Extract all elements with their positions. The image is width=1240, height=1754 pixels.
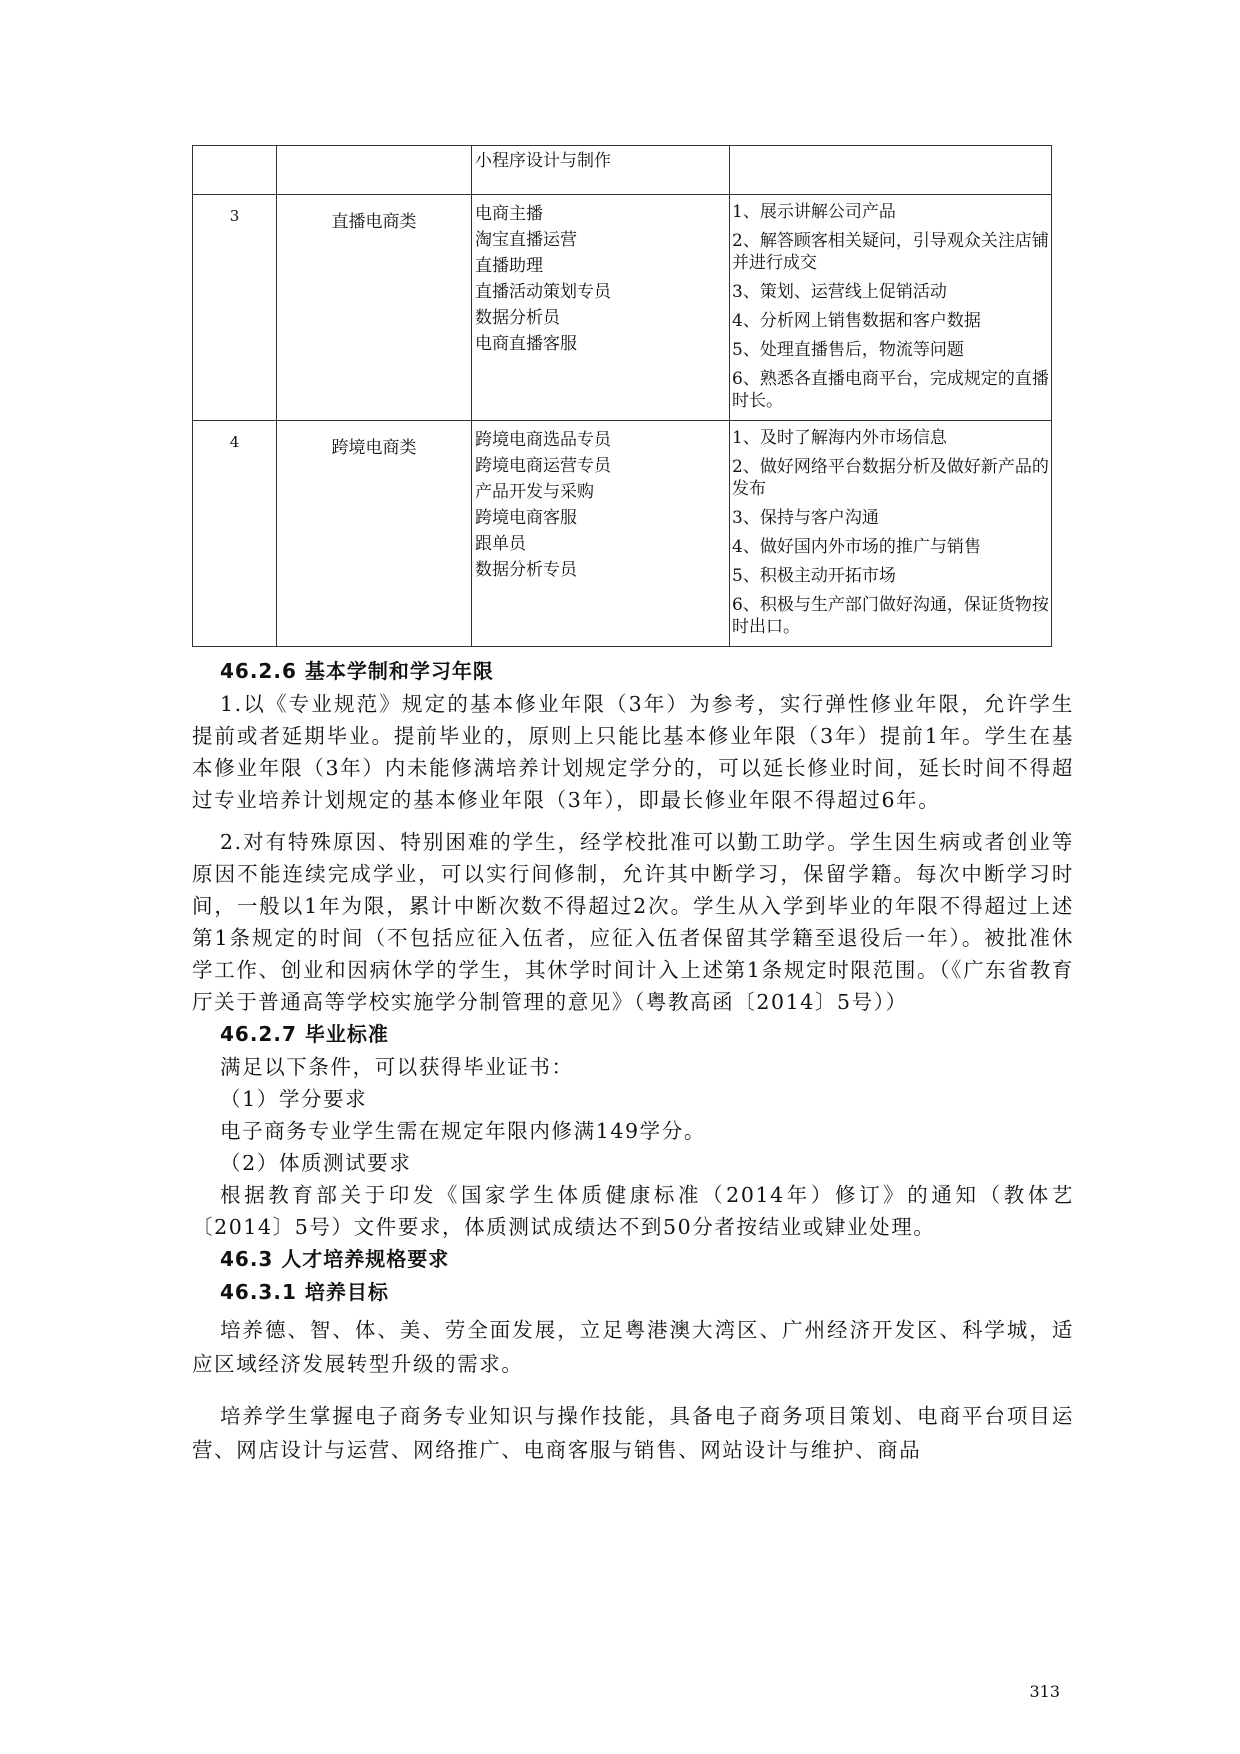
position-item: 电商直播客服 [475, 334, 577, 354]
table-row [193, 195, 1052, 421]
table-row [193, 421, 1052, 647]
body-text [192, 655, 1074, 1467]
duty-item: 4、做好国内外市场的推广与销售 [732, 537, 981, 557]
duty-item: 6、积极与生产部门做好沟通，保证货物按时出口。 [732, 595, 1049, 637]
duty-item: 5、处理直播售后，物流等问题 [732, 340, 964, 360]
row-category: 跨境电商类 [277, 421, 472, 647]
duty-item: 3、保持与客户沟通 [732, 508, 879, 528]
section-heading: 46.3 人才培养规格要求 [220, 1247, 450, 1271]
row-duties [730, 421, 1052, 647]
duty-item: 1、展示讲解公司产品 [732, 202, 896, 222]
position-item: 跨境电商选品专员 [475, 430, 611, 450]
row-category [277, 146, 472, 195]
position-item: 小程序设计与制作 [475, 151, 611, 171]
position-item: 电商主播 [475, 204, 543, 224]
row-number: 4 [193, 421, 277, 647]
paragraph: 2.对有特殊原因、特别困难的学生，经学校批准可以勤工助学。学生因生病或者创业等原因不能连续完成学业，可以实行间修制，允许其中断学习，保留学籍。每次中断学习时间，一般以1年为限，累计中断次数不得超过2次。学生从入学到毕业的年限不得超过上述第1条规定的时间（不包括应征入伍者，应征入伍者保留其学籍至退役后一年）。被批准休学工作、创业和因病休学的学生，其休学时间计入上述第1条规定时限范围。（《广东省教育厅关于普通高等学校实施学分制管理的意见》（粤教高函〔2014〕5号）） [192, 830, 1074, 1014]
row-number: 3 [193, 195, 277, 421]
row-positions [472, 421, 730, 647]
position-item: 直播助理 [475, 256, 543, 276]
position-item: 跨境电商运营专员 [475, 456, 611, 476]
paragraph: 培养德、智、体、美、劳全面发展，立足粤港澳大湾区、广州经济开发区、科学城，适应区域经济发展转型升级的需求。 [192, 1318, 1074, 1376]
section-heading: 46.2.6 基本学制和学习年限 [220, 659, 494, 683]
paragraph: 1.以《专业规范》规定的基本修业年限（3年）为参考，实行弹性修业年限，允许学生提前或者延期毕业。提前毕业的，原则上只能比基本修业年限（3年）提前1年。学生在基本修业年限（3年）内未能修满培养计划规定学分的，可以延长修业时间，延长时间不得超过专业培养计划规定的基本修业年限（3年），即最长修业年限不得超过6年。 [192, 692, 1074, 812]
duty-item: 2、解答顾客相关疑问，引导观众关注店铺并进行成交 [732, 231, 1049, 273]
position-item: 数据分析专员 [475, 560, 577, 580]
job-position-table [192, 145, 1052, 647]
sub-heading: （1）学分要求 [220, 1087, 368, 1111]
paragraph: 电子商务专业学生需在规定年限内修满149学分。 [220, 1119, 706, 1143]
position-item: 淘宝直播运营 [475, 230, 577, 250]
section-heading: 46.2.7 毕业标准 [220, 1022, 389, 1046]
row-duties [730, 146, 1052, 195]
table-row [193, 146, 1052, 195]
row-duties [730, 195, 1052, 421]
paragraph: 培养学生掌握电子商务专业知识与操作技能，具备电子商务项目策划、电商平台项目运营、网店设计与运营、网络推广、电商客服与销售、网站设计与维护、商品 [192, 1404, 1074, 1462]
duty-item: 2、做好网络平台数据分析及做好新产品的发布 [732, 457, 1049, 499]
position-item: 数据分析员 [475, 308, 560, 328]
row-positions [472, 195, 730, 421]
row-number [193, 146, 277, 195]
duty-item: 1、及时了解海内外市场信息 [732, 428, 947, 448]
paragraph: 满足以下条件，可以获得毕业证书： [220, 1055, 574, 1079]
duty-item: 5、积极主动开拓市场 [732, 566, 896, 586]
row-category: 直播电商类 [277, 195, 472, 421]
duty-item: 4、分析网上销售数据和客户数据 [732, 311, 981, 331]
duty-item: 3、策划、运营线上促销活动 [732, 282, 947, 302]
duty-item: 6、熟悉各直播电商平台，完成规定的直播时长。 [732, 369, 1049, 411]
page-number: 313 [1029, 1682, 1060, 1701]
position-item: 直播活动策划专员 [475, 282, 611, 302]
sub-heading: （2）体质测试要求 [220, 1151, 412, 1175]
row-positions [472, 146, 730, 195]
position-item: 跟单员 [475, 534, 526, 554]
paragraph: 根据教育部关于印发《国家学生体质健康标准（2014年）修订》的通知（教体艺〔2014〕5号）文件要求，体质测试成绩达不到50分者按结业或肄业处理。 [192, 1183, 1074, 1239]
position-item: 产品开发与采购 [475, 482, 594, 502]
section-subheading: 46.3.1 培养目标 [220, 1280, 389, 1304]
position-item: 跨境电商客服 [475, 508, 577, 528]
